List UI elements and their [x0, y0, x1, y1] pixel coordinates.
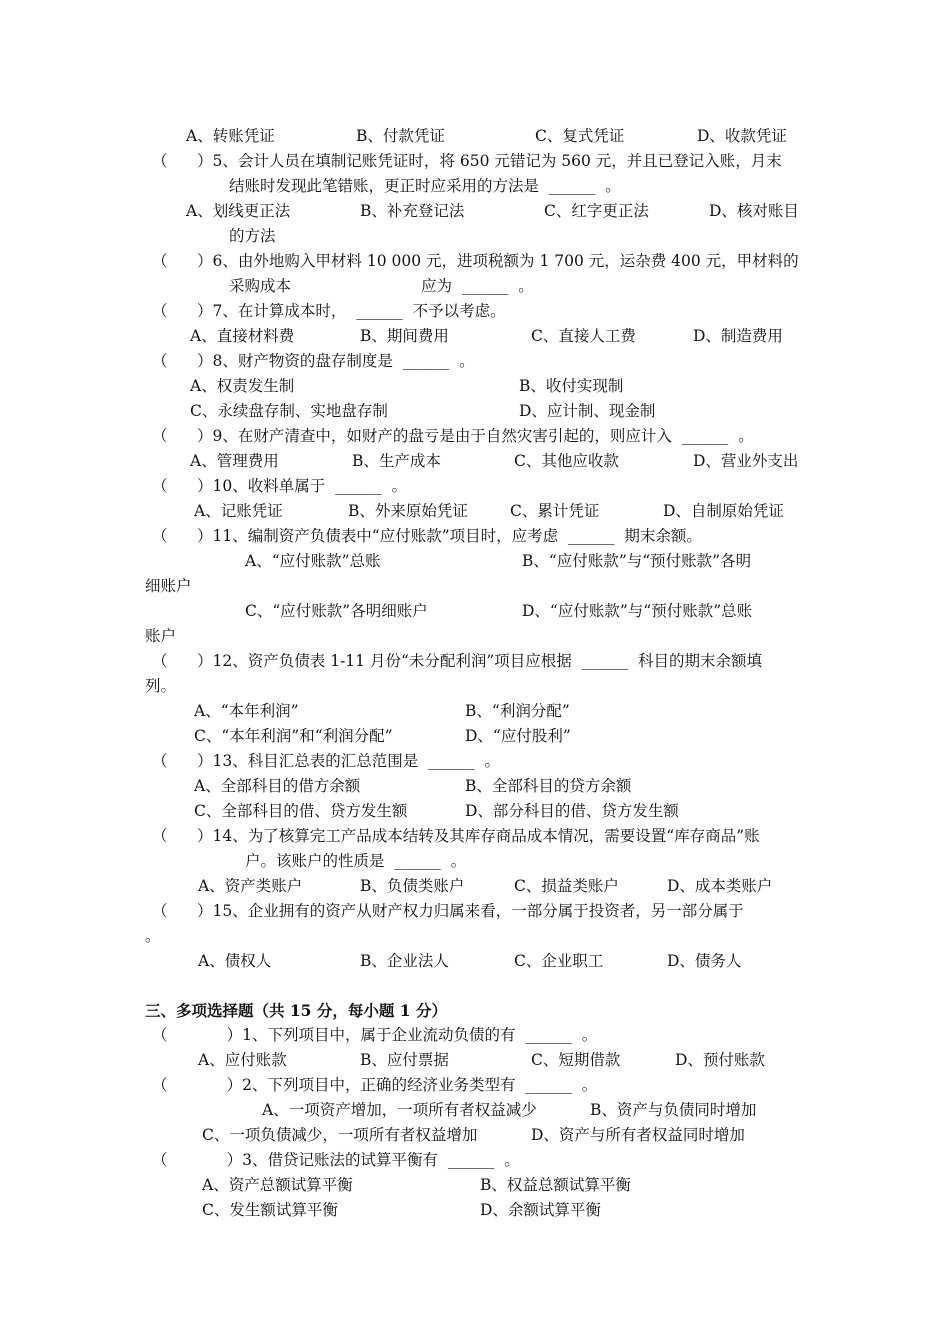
- option-text: C、累计凭证: [510, 502, 600, 520]
- option-text: A、资产类账户: [198, 877, 303, 895]
- question-text: （ ）1、下列项目中，属于企业流动负债的有 ______ 。: [152, 1026, 598, 1044]
- option-text: 账户: [145, 627, 177, 645]
- question-text: （ ）12、资产负债表 1-11 月份“未分配利润”项目应根据 ______ 科目的期末余额填: [152, 652, 763, 670]
- option-text: A、转账凭证: [186, 127, 275, 145]
- option-text: D、资产与所有者权益同时增加: [531, 1126, 745, 1144]
- question-text: 应为 ______ 。: [421, 277, 534, 295]
- option-text: B、外来原始凭证: [348, 502, 468, 520]
- option-text: A、管理费用: [190, 452, 279, 470]
- option-text: D、制造费用: [693, 327, 783, 345]
- option-text: D、债务人: [667, 952, 742, 970]
- option-text: B、企业法人: [360, 952, 449, 970]
- option-text: D、自制原始凭证: [663, 502, 784, 520]
- option-text: B、全部科目的贷方余额: [465, 777, 632, 795]
- question-text: （ ）13、科目汇总表的汇总范围是 ______ 。: [152, 752, 500, 770]
- option-text: B、负债类账户: [360, 877, 465, 895]
- option-text: C、直接人工费: [531, 327, 636, 345]
- option-text: A、债权人: [198, 952, 272, 970]
- option-text: D、核对账目: [709, 202, 799, 220]
- option-text: C、红字更正法: [544, 202, 649, 220]
- option-text: D、应计制、现金制: [519, 402, 656, 420]
- question-text: （ ）2、下列项目中，正确的经济业务类型有 ______ 。: [152, 1076, 598, 1094]
- option-text: D、预付账款: [675, 1051, 765, 1069]
- question-text: （ ）14、为了核算完工产品成本结转及其库存商品成本情况，需要设置“库存商品”账: [152, 827, 760, 845]
- question-text: （ ）5、会计人员在填制记账凭证时，将 650 元错记为 560 元，并且已登记入账，月末: [152, 152, 782, 170]
- option-text: C、损益类账户: [514, 877, 619, 895]
- question-text: （ ）8、财产物资的盘存制度是 ______ 。: [152, 352, 475, 370]
- question-text: 户。该账户的性质是 ______ 。: [245, 852, 467, 870]
- question-text: 采购成本: [229, 277, 292, 295]
- option-text: A、划线更正法: [186, 202, 291, 220]
- option-text: B、应付票据: [360, 1051, 449, 1069]
- question-text: （ ）6、由外地购入甲材料 10 000 元，进项税额为 1 700 元，运杂费 400 元，甲材料的: [152, 252, 799, 270]
- option-text: C、其他应收款: [514, 452, 619, 470]
- question-text: 列。: [145, 677, 177, 695]
- question-text: （ ）15、企业拥有的资产从财产权力归属来看，一部分属于投资者，另一部分属于: [152, 902, 744, 920]
- question-text: 。: [145, 927, 161, 945]
- option-text: A、直接材料费: [190, 327, 295, 345]
- option-text: C、“本年利润”和“利润分配”: [194, 727, 393, 745]
- option-text: D、“应付股利”: [465, 727, 571, 745]
- option-text: C、发生额试算平衡: [202, 1201, 338, 1219]
- option-text: B、生产成本: [352, 452, 441, 470]
- question-text: （ ）10、收料单属于 ______ 。: [152, 477, 407, 495]
- option-text: B、权益总额试算平衡: [480, 1176, 631, 1194]
- option-text: A、“应付账款”总账: [245, 552, 381, 570]
- option-text: D、部分科目的借、贷方发生额: [465, 802, 679, 820]
- question-text: 结账时发现此笔错账，更正时应采用的方法是 ______ 。: [229, 177, 621, 195]
- option-text: D、余额试算平衡: [480, 1201, 601, 1219]
- option-text: B、资产与负债同时增加: [590, 1101, 757, 1119]
- option-text: B、“利润分配”: [465, 702, 570, 720]
- question-text: （ ）3、借贷记账法的试算平衡有 ______ 。: [152, 1151, 520, 1169]
- option-text: C、全部科目的借、贷方发生额: [194, 802, 408, 820]
- option-text: 的方法: [229, 227, 276, 245]
- option-text: A、一项资产增加，一项所有者权益减少: [262, 1101, 537, 1119]
- option-text: A、资产总额试算平衡: [202, 1176, 353, 1194]
- option-text: D、营业外支出: [693, 452, 799, 470]
- option-text: 细账户: [145, 577, 192, 595]
- option-text: C、“应付账款”各明细账户: [245, 602, 428, 620]
- option-text: C、复式凭证: [535, 127, 625, 145]
- option-text: A、应付账款: [198, 1051, 287, 1069]
- option-text: B、收付实现制: [519, 377, 624, 395]
- option-text: D、成本类账户: [667, 877, 773, 895]
- option-text: A、全部科目的借方余额: [194, 777, 361, 795]
- option-text: B、付款凭证: [356, 127, 445, 145]
- option-text: C、一项负债减少，一项所有者权益增加: [202, 1126, 478, 1144]
- option-text: D、收款凭证: [697, 127, 787, 145]
- question-text: （ ）7、在计算成本时， ______ 不予以考虑。: [152, 302, 506, 320]
- option-text: A、“本年利润”: [194, 702, 299, 720]
- option-text: C、短期借款: [531, 1051, 621, 1069]
- option-text: A、权责发生制: [190, 377, 295, 395]
- question-text: （ ）11、编制资产负债表中“应付账款”项目时，应考虑 ______ 期末余额。: [152, 527, 702, 545]
- option-text: C、企业职工: [514, 952, 604, 970]
- option-text: B、期间费用: [360, 327, 449, 345]
- option-text: B、“应付账款”与“预付账款”各明: [522, 552, 752, 570]
- section-heading: 三、多项选择题（共 15 分，每小题 1 分）: [145, 1001, 447, 1020]
- question-text: （ ）9、在财产清查中，如财产的盘亏是由于自然灾害引起的，则应计入 ______ 。: [152, 427, 754, 445]
- option-text: A、记账凭证: [194, 502, 283, 520]
- option-text: D、“应付账款”与“预付账款”总账: [522, 602, 753, 620]
- option-text: C、永续盘存制、实地盘存制: [190, 402, 388, 420]
- option-text: B、补充登记法: [360, 202, 465, 220]
